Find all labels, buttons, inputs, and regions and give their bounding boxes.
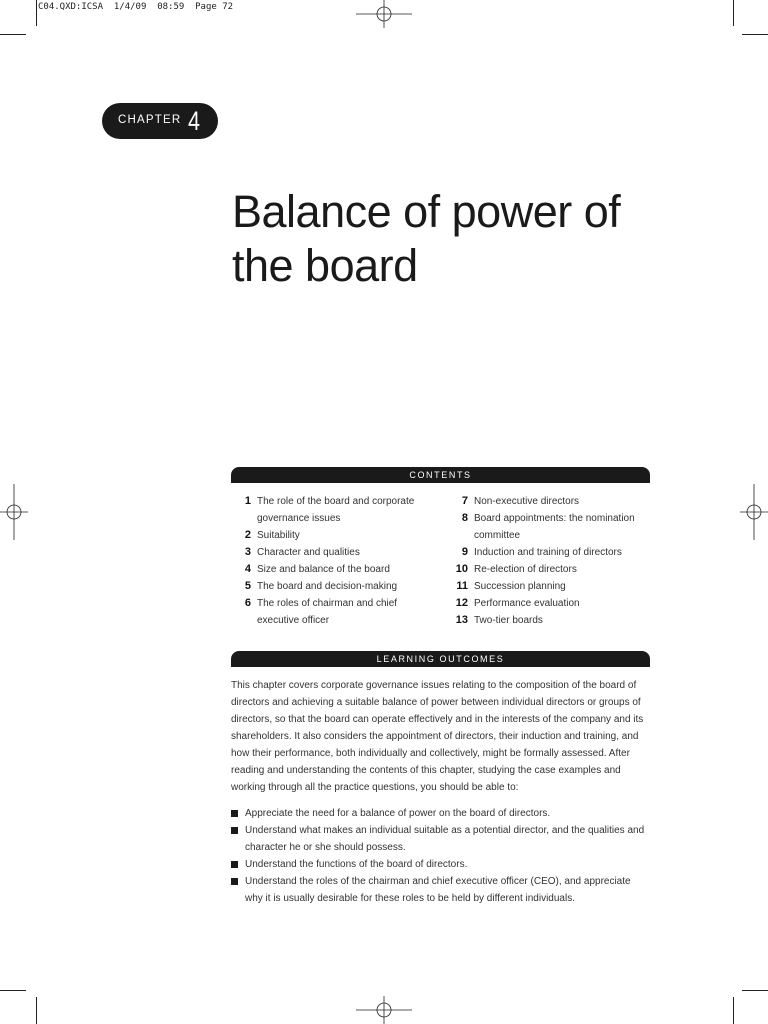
learning-outcomes-list <box>231 805 650 907</box>
contents-item-number: 7 <box>461 495 468 507</box>
contents-item-title: Board appointments: the nomination committee <box>474 513 635 541</box>
crop-mark-top-right-v <box>733 0 734 26</box>
chapter-number: 4 <box>188 106 201 136</box>
contents-item-number: 3 <box>244 546 251 558</box>
contents-item-title: Performance evaluation <box>474 598 580 609</box>
contents-item <box>445 493 650 510</box>
square-bullet-icon <box>231 810 238 817</box>
contents-item-title: The board and decision-making <box>257 581 398 592</box>
contents-item-title: Non-executive directors <box>474 496 580 507</box>
contents-item <box>231 578 431 595</box>
contents-item <box>445 561 650 578</box>
contents-item-number: 13 <box>455 614 468 626</box>
contents-item-title: Succession planning <box>474 581 566 592</box>
learning-outcome-item <box>231 856 650 873</box>
crop-mark-bottom-left-v <box>36 997 37 1024</box>
contents-item-title: Size and balance of the board <box>257 564 390 575</box>
contents-item-title: The roles of chairman and chief executive officer <box>257 598 398 626</box>
square-bullet-icon <box>231 827 238 834</box>
contents-item <box>231 595 431 629</box>
crop-mark-bottom-right-v <box>733 997 734 1024</box>
crop-mark-bottom-right-h <box>742 990 768 991</box>
contents-heading: CONTENTS <box>231 467 650 483</box>
crop-mark-top-right-h <box>742 34 768 35</box>
chapter-title-line-2: the board <box>232 240 418 291</box>
contents-item-number: 4 <box>244 563 251 575</box>
learning-outcome-text: Understand the functions of the board of directors. <box>245 859 468 870</box>
square-bullet-icon <box>231 861 238 868</box>
contents-item-title: Suitability <box>257 530 300 541</box>
contents-item <box>231 527 431 544</box>
contents-item-number: 2 <box>244 529 251 541</box>
contents-item <box>445 510 650 544</box>
contents-item-number: 10 <box>455 563 468 575</box>
contents-item <box>445 544 650 561</box>
learning-outcome-item <box>231 805 650 822</box>
learning-outcome-text: Understand what makes an individual suitable as a potential director, and the qualities and character he or she should possess. <box>245 825 645 853</box>
contents-item-number: 12 <box>455 597 468 609</box>
registration-mark-right-icon <box>740 484 768 540</box>
crop-mark-top-left-v <box>36 0 37 26</box>
contents-item-number: 5 <box>244 580 251 592</box>
crop-mark-bottom-left-h <box>0 990 26 991</box>
contents-item-title: Character and qualities <box>257 547 360 558</box>
learning-outcome-text: Understand the roles of the chairman and chief executive officer (CEO), and appreciate why it is usually desirable for these roles to be held by different individuals. <box>245 876 631 904</box>
contents-item-title: Two-tier boards <box>474 615 543 626</box>
contents-item <box>445 578 650 595</box>
crop-mark-top-left-h <box>0 34 26 35</box>
registration-mark-left-icon <box>0 484 28 540</box>
contents-item-title: The role of the board and corporate governance issues <box>257 496 415 524</box>
contents-item-title: Induction and training of directors <box>474 547 622 558</box>
contents-item <box>231 544 431 561</box>
learning-outcome-item <box>231 822 650 856</box>
chapter-title-line-1: Balance of power of <box>232 186 621 237</box>
contents-list-left <box>231 493 431 629</box>
learning-outcome-item <box>231 873 650 907</box>
chapter-title <box>232 185 712 293</box>
contents-item-number: 9 <box>461 546 468 558</box>
registration-mark-top-icon <box>356 0 412 28</box>
contents-item-number: 6 <box>244 597 251 609</box>
contents-item-number: 8 <box>461 512 468 524</box>
contents-list-right <box>445 493 650 629</box>
registration-mark-bottom-icon <box>356 996 412 1024</box>
learning-outcomes-heading: LEARNING OUTCOMES <box>231 651 650 667</box>
contents-item <box>231 493 431 527</box>
chapter-badge <box>102 103 218 139</box>
learning-outcome-text: Appreciate the need for a balance of power on the board of directors. <box>245 808 551 819</box>
contents-item-title: Re-election of directors <box>474 564 577 575</box>
contents-item-number: 1 <box>244 495 251 507</box>
contents-item <box>445 612 650 629</box>
print-slug: C04.QXD:ICSA 1/4/09 08:59 Page 72 <box>38 2 234 12</box>
learning-outcomes-intro: This chapter covers corporate governance issues relating to the composition of the board of directors and achieving a suitable balance of power between individual directors or groups of directors, so that the board can operate effectively and in the interests of the company and its shareholders. It also considers the appointment of directors, their induction and training, and how their performance, both individually and collectively, might be formally assessed. After reading and understanding the contents of this chapter, studying the case examples and working through all the practice questions, you should be able to: <box>231 680 644 793</box>
contents-item <box>445 595 650 612</box>
contents-item-number: 11 <box>456 580 468 592</box>
square-bullet-icon <box>231 878 238 885</box>
contents-item <box>231 561 431 578</box>
chapter-label: CHAPTER <box>118 114 182 126</box>
